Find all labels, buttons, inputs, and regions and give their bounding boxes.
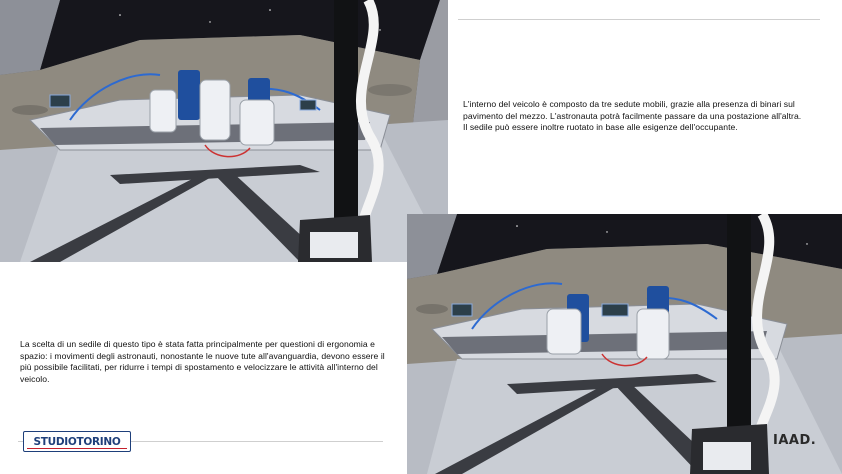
description-bottom xyxy=(20,339,388,385)
description-top xyxy=(463,99,835,134)
studiotorino-logo-text: STUDIOTORINO xyxy=(33,435,121,448)
iaad-logo: IAAD. xyxy=(773,433,817,448)
description-bottom-text: La scelta di un sedile di questo tipo è stata fatta principalmente per questioni di ergonomia e spazio: i movimenti degli astronauti, nonostante le nuove tute all'avanguardia, devono essere il più possibile facilitati, per ridurre i tempi di spostamento e velocizzare le attività all'interno del veicolo. xyxy=(20,339,385,384)
divider-top xyxy=(458,19,820,20)
studiotorino-logo-underline xyxy=(27,448,127,450)
studiotorino-logo xyxy=(23,431,131,452)
vehicle-interior-render-top xyxy=(0,0,448,262)
description-top-line-1: L'interno del veicolo è composto da tre sedute mobili, grazie alla presenza di binari sul pavimento del mezzo. L'astronauta potrà facilmente passare da una postazione all'altra. xyxy=(463,99,802,121)
description-top-line-2: Il sedile può essere inoltre ruotato in base alle esigenze dell'occupante. xyxy=(463,122,738,132)
